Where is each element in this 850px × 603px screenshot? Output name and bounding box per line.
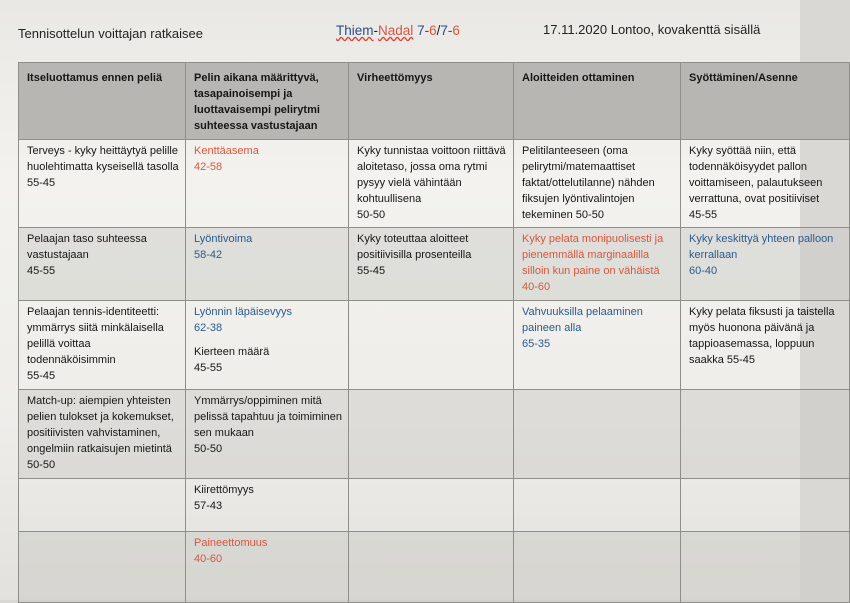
table-cell: [514, 478, 681, 531]
table-cell: [349, 389, 514, 478]
table-cell: [19, 301, 186, 390]
table-row: [19, 139, 850, 228]
table-cell: [186, 301, 349, 390]
table-cell: [349, 228, 514, 301]
table-cell: [186, 531, 349, 602]
player-separator: -: [373, 23, 379, 38]
factors-table: [18, 62, 850, 603]
cell-text: Terveys - kyky heittäytyä pelille huolehtimatta kyseisellä tasolla 55-45: [27, 144, 179, 189]
table-cell: [514, 531, 681, 602]
cell-text: Kyky syöttää niin, että todennäköisyydet pallon voittamiseen, palautukseen verrattuna, ovat positiiviset 45-55: [689, 144, 823, 221]
table-cell: [514, 389, 681, 478]
table-cell: [19, 139, 186, 228]
table-cell: [681, 301, 850, 390]
set2-score-p2: 6: [452, 23, 460, 38]
player1-name: Thiem: [336, 23, 374, 38]
document-title: Tennisottelun voittajan ratkaisee: [18, 26, 204, 41]
cell-text: Pelitilanteeseen (oma pelirytmi/matemaattiset faktat/ottelutilanne) nähden fiksujen lyöntivalintojen tekeminen 50-50: [522, 144, 655, 221]
table-cell: [19, 531, 186, 602]
table-cell: [681, 389, 850, 478]
cell-text: Kiirettömyys 57-43: [194, 483, 254, 512]
cell-text: Pelaajan taso suhteessa vastustajaan 45-55: [27, 233, 147, 278]
table-cell: [681, 531, 850, 602]
score-slash: /: [436, 23, 441, 38]
player2-name: Nadal: [378, 23, 414, 38]
cell-text: Ymmärrys/oppiminen mitä pelissä tapahtuu ja toimiminen sen mukaan 50-50: [194, 394, 342, 455]
table-row: [19, 478, 850, 531]
date-location: 17.11.2020 Lontoo, kovakenttä sisällä: [543, 22, 761, 37]
table-cell: [186, 478, 349, 531]
table-cell: [349, 478, 514, 531]
table-cell: [19, 389, 186, 478]
table-cell: [681, 478, 850, 531]
cell-text: Kyky pelata monipuolisesti ja pienemmällä marginaalilla silloin kun paine on vähäistä 40-60: [522, 233, 664, 294]
table-row: [19, 228, 850, 301]
table-cell: [186, 139, 349, 228]
set2-score-p1: 7-: [440, 23, 453, 38]
cell-text: Lyöntivoima 58-42: [194, 233, 253, 262]
cell-text: Pelaajan tennis-identiteetti: ymmärrys siitä minkälaisella pelillä voittaa todennäköisimmin 55-45: [27, 306, 164, 382]
table-cell: [186, 228, 349, 301]
table-cell: [19, 228, 186, 301]
cell-text: Kierteen määrä 45-55: [194, 346, 270, 374]
cell-text: Lyönnin läpäisevyys 62-38: [194, 306, 293, 335]
column-header-serve-attitude: Syöttäminen/Asenne: [681, 63, 850, 140]
table-row: [19, 389, 850, 478]
column-header-initiative: Aloitteiden ottaminen: [514, 63, 681, 140]
table-cell: [514, 139, 681, 228]
table-cell: [514, 228, 681, 301]
match-heading: [336, 23, 460, 38]
cell-text: Vahvuuksilla pelaaminen paineen alla 65-35: [522, 306, 643, 351]
table-cell: [514, 301, 681, 390]
table-row: [19, 301, 850, 390]
set1-score-p2: 6: [429, 23, 437, 38]
cell-text: Kyky tunnistaa voittoon riittävä aloitetaso, jossa oma rytmi pysyy vielä vähintään kohtuullisena 50-50: [357, 144, 506, 221]
set1-score-p1: 7-: [417, 23, 430, 38]
table-cell: [19, 478, 186, 531]
column-header-errorfree: Virheettömyys: [349, 63, 514, 140]
cell-text: Kyky pelata fiksusti ja taistella myös huonona päivänä ja tappioasemassa, loppuun saakka 55-45: [689, 306, 835, 366]
table-row: [19, 531, 850, 602]
cell-text: Kyky toteuttaa aloitteet positiivisilla prosenteilla 55-45: [357, 233, 472, 278]
cell-text: Paineettomuus 40-60: [194, 536, 268, 565]
column-header-confidence: Itseluottamus ennen peliä: [19, 63, 186, 140]
table-cell: [349, 531, 514, 602]
column-header-rhythm: Pelin aikana määrittyvä, tasapainoisempi ja luottavaisempi pelirytmi suhteessa vastustajaan: [186, 63, 349, 140]
table-cell: [186, 389, 349, 478]
table-cell: [349, 301, 514, 390]
table-cell: [681, 139, 850, 228]
table-cell: [681, 228, 850, 301]
cell-text: Kyky keskittyä yhteen palloon kerrallaan 60-40: [689, 233, 834, 278]
table-cell: [349, 139, 514, 228]
cell-text: Match-up: aiempien yhteisten pelien tulokset ja kokemukset, positiivisten vahvistaminen, ongelmiin ratkaisujen mietintä 50-50: [27, 394, 174, 471]
cell-text: Kenttäasema 42-58: [194, 144, 259, 173]
table-header-row: [19, 63, 850, 140]
